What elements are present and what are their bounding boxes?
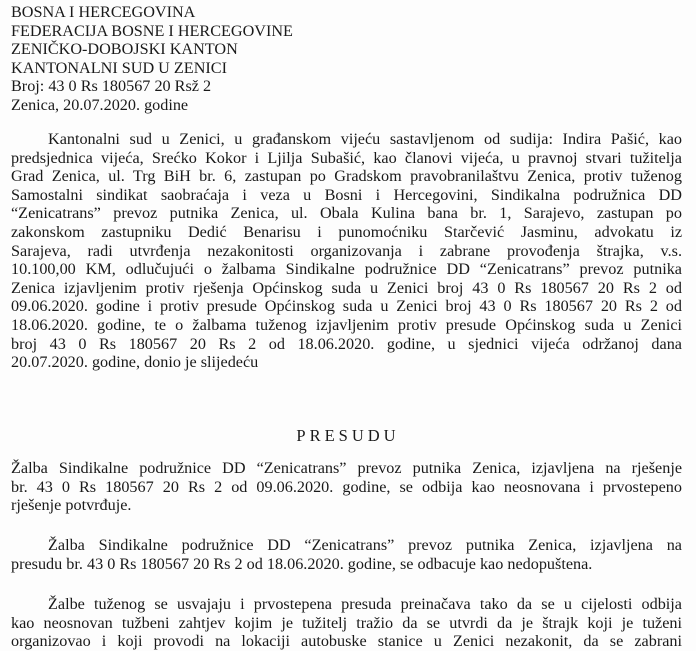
header-line-court: KANTONALNI SUD U ZENICI [11, 58, 227, 77]
text-line: rješenje potvrđuje. [11, 496, 132, 515]
text-line: Zenica izjavljenim protiv rješenja Općinskog suda u Zenici broj 43 0 Rs 180567 20 Rs 2 od [11, 278, 682, 297]
text-line: “Zenicatrans” prevoz putnika Zenica, ul. Obala Kulina bana br. 1, Sarajevo, zastupan po [11, 204, 682, 223]
verdict-paragraph-1 [11, 459, 682, 515]
verdict-paragraph-2 [11, 536, 682, 573]
text-line: Kantonalni sud u Zenici, u građanskom vijeću sastavljenom od sudija: Indira Pašić, kao [48, 130, 682, 148]
verdict-paragraph-3 [11, 595, 682, 651]
text-line: Samostalni sindikat saobraćaja i veza u Bosni i Hercegovini, Sindikalna podružnica DD [11, 185, 682, 204]
text-line: Žalba Sindikalne podružnice DD “Zenicatrans” prevoz putnika Zenica, izjavljena na [48, 536, 682, 554]
header-line-country: BOSNA I HERCEGOVINA [11, 3, 196, 21]
text-line: 20.07.2020. godine, donio je slijedeću [11, 353, 259, 372]
text-line: broj 43 0 Rs 180567 20 Rs 2 od 18.06.2020. godine, u sjednici vijeća održanoj dana [11, 334, 682, 353]
text-line: zakonskom zastupniku Dedić Benarisu i punomoćniku Starčević Jasminu, advokatu iz [11, 222, 682, 241]
text-line: Žalba Sindikalne podružnice DD “Zenicatrans” prevoz putnika Zenica, izjavljena na rješenje [11, 459, 682, 477]
text-line: presudu br. 43 0 Rs 180567 20 Rs 2 od 18.06.2020. godine, se odbacuje kao nedopuštena. [11, 554, 593, 573]
text-line: 18.06.2020. godine, te o žalbama tuženog izjavljenim protiv presude Općinskog suda u Zenici [11, 315, 682, 334]
header-line-canton: ZENIČKO-DOBOJSKI KANTON [11, 40, 238, 59]
text-line: predsjednica vijeća, Srećko Kokor i Ljilja Subašić, kao članovi vijeća, u pravnoj stvari tužitelja [11, 148, 682, 167]
text-line: 10.100,00 KM, odlučujući o žalbama Sindikalne podružnice DD “Zenicatrans” prevoz putnika [11, 260, 682, 279]
verdict-title: PRESUDU [296, 426, 400, 445]
intro-paragraph [11, 130, 682, 372]
case-number: Broj: 43 0 Rs 180567 20 Rsž 2 [11, 77, 212, 96]
text-line: kao neosnovan tužbeni zahtjev kojim je tužitelj tražio da se utvrdi da je štrajk koji je tuženi [11, 613, 682, 632]
text-line: Grad Zenica, ul. Trg BiH br. 6, zastupan po Gradskom pravobranilaštvu Zenica, protiv tuženog [11, 167, 682, 186]
text-line: br. 43 0 Rs 180567 20 Rs 2 od 09.06.2020. godine, se odbija kao neosnovana i prvostepeno [11, 477, 682, 496]
text-line: organizovao i koji provodi na lokaciji autobuske stanice u Zenici nezakonit, da se zabrani [11, 632, 682, 651]
court-header [11, 3, 293, 115]
text-line: Sarajeva, radi utvrđenja nezakonitosti organizovanja i zabrane provođenja štrajka, v.s. [11, 241, 682, 260]
text-line: 09.06.2020. godine i protiv presude Općinskog suda u Zenici broj 43 0 Rs 180567 20 Rs 2 od [11, 297, 682, 316]
document-date: Zenica, 20.07.2020. godine [11, 95, 189, 114]
text-line: Žalbe tuženog se usvajaju i prvostepena presuda preinačava tako da se u cijelosti odbija [48, 595, 682, 613]
header-line-federation: FEDERACIJA BOSNE I HERCEGOVINE [11, 21, 293, 40]
